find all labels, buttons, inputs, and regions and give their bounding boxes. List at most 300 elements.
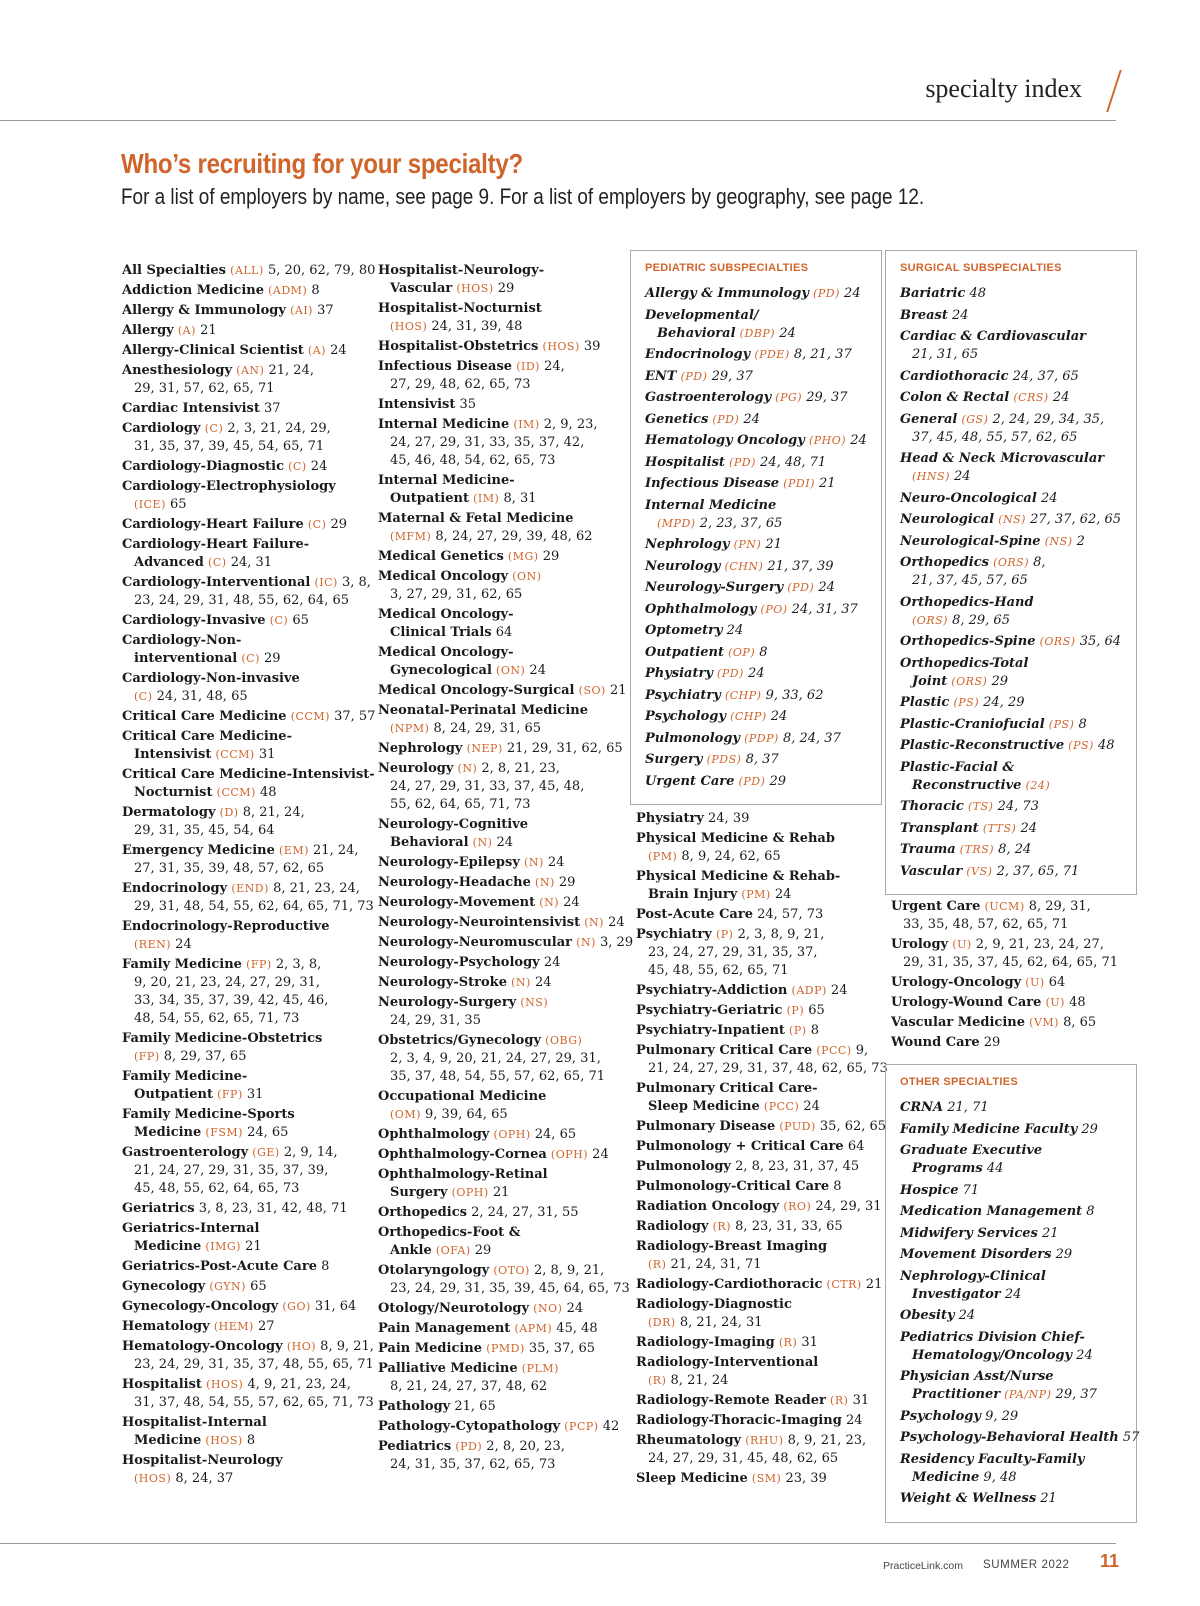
page-numbers: 8 bbox=[321, 1259, 330, 1274]
entry-continuation bbox=[378, 1050, 618, 1068]
specialty-name: Genetics bbox=[645, 411, 709, 427]
index-entry bbox=[378, 644, 618, 680]
index-entry bbox=[891, 974, 1118, 992]
entry-continuation bbox=[122, 784, 362, 802]
entry-continuation bbox=[378, 1068, 618, 1086]
index-entry bbox=[122, 516, 362, 534]
page-numbers: 21 bbox=[492, 1185, 510, 1200]
index-column-1 bbox=[122, 262, 376, 1490]
page-numbers: 2, 24, 29, 34, 35, bbox=[992, 411, 1105, 427]
specialty-name: Psychiatry-Inpatient bbox=[636, 1023, 785, 1038]
specialty-name: Outpatient bbox=[645, 644, 724, 660]
page-numbers: 3, 8, bbox=[341, 575, 371, 590]
specialty-abbreviation: (R) bbox=[830, 1394, 849, 1407]
index-entry bbox=[122, 282, 362, 300]
page-numbers: 2, 3, 8, 9, 21, bbox=[737, 927, 825, 942]
specialty-abbreviation: (PM) bbox=[741, 888, 771, 901]
index-entry bbox=[891, 936, 1118, 972]
specialty-abbreviation: (PDE) bbox=[754, 348, 790, 361]
page-numbers: 21, 24, bbox=[313, 843, 359, 858]
page-numbers: 29 bbox=[991, 673, 1008, 689]
index-entry bbox=[636, 1158, 888, 1176]
specialty-name: Family Medicine-Sports bbox=[122, 1107, 295, 1122]
index-entry bbox=[378, 548, 618, 566]
index-entry bbox=[645, 411, 869, 429]
index-entry bbox=[378, 396, 618, 414]
page-numbers: 24 bbox=[1004, 1286, 1022, 1302]
index-entry bbox=[122, 400, 362, 418]
specialty-name: Neonatal-Perinatal Medicine bbox=[378, 703, 588, 718]
specialty-abbreviation: (UCM) bbox=[984, 900, 1025, 913]
index-entry bbox=[378, 1146, 618, 1164]
page-numbers: 39 bbox=[583, 339, 601, 354]
specialty-abbreviation: (ON) bbox=[512, 570, 542, 583]
entry-continuation bbox=[900, 1347, 1124, 1365]
specialty-abbreviation: (PO) bbox=[760, 602, 788, 616]
page-numbers: 27, 29, 48, 62, 65, 73 bbox=[390, 377, 531, 392]
specialty-name: Pediatrics Division Chief- bbox=[900, 1329, 1085, 1345]
page-numbers: 2, 23, 37, 65 bbox=[699, 515, 783, 531]
specialty-name: Allergy & Immunology bbox=[645, 286, 809, 301]
specialty-abbreviation: (PDS) bbox=[706, 753, 742, 766]
page-numbers: 37, 45, 48, 55, 57, 62, 65 bbox=[912, 429, 1078, 445]
page-numbers: 24, 39 bbox=[708, 811, 750, 826]
specialty-name: Psychology-Behavioral Health bbox=[900, 1430, 1119, 1445]
specialty-abbreviation: (APM) bbox=[514, 1322, 553, 1335]
specialty-abbreviation: (PA/NP) bbox=[1004, 1388, 1052, 1401]
page-numbers: 24 bbox=[534, 975, 552, 990]
specialty-abbreviation: (N) bbox=[511, 976, 531, 989]
index-entry bbox=[122, 670, 362, 706]
page-numbers: 24 bbox=[844, 286, 861, 301]
specialty-name: Ophthalmology bbox=[378, 1127, 490, 1142]
entry-continuation bbox=[122, 860, 362, 878]
specialty-name: Pediatrics bbox=[378, 1439, 452, 1454]
index-entry bbox=[636, 1022, 888, 1040]
index-entry bbox=[378, 472, 618, 508]
specialty-name: Radiology-Diagnostic bbox=[636, 1297, 792, 1312]
specialty-abbreviation: (C) bbox=[241, 652, 260, 665]
page-numbers: 48 bbox=[969, 286, 987, 301]
specialty-abbreviation: (NPM) bbox=[390, 722, 430, 735]
specialty-abbreviation: (ICE) bbox=[134, 498, 166, 511]
entry-continuation bbox=[378, 318, 618, 336]
box-title: OTHER SPECIALTIES bbox=[900, 1076, 1018, 1088]
index-entry bbox=[122, 766, 375, 802]
specialty-name: Addiction Medicine bbox=[122, 283, 264, 298]
entry-continuation bbox=[122, 1432, 362, 1450]
page-numbers: 8, 29, 31, bbox=[1028, 899, 1091, 914]
index-entry bbox=[900, 328, 1124, 364]
index-entry bbox=[378, 1088, 618, 1124]
footer-rule bbox=[0, 1543, 1116, 1544]
page-numbers: 24, 31, 48, 65 bbox=[156, 689, 248, 704]
entry-continuation bbox=[900, 1160, 1124, 1178]
specialty-name: Cardiology-Invasive bbox=[122, 613, 266, 628]
index-entry bbox=[122, 302, 362, 320]
page-numbers: 3, 29 bbox=[600, 935, 634, 950]
specialty-name: Pulmonary Critical Care- bbox=[636, 1081, 818, 1096]
specialty-name: Surgery bbox=[645, 752, 703, 767]
page-numbers: 29, 31, 35, 37, 45, 62, 64, 65, 71 bbox=[903, 955, 1118, 970]
page-numbers: 29 bbox=[497, 281, 515, 296]
index-entry bbox=[122, 536, 362, 572]
page-numbers: 35, 64 bbox=[1079, 634, 1122, 649]
specialty-name: Family Medicine bbox=[122, 957, 242, 972]
specialty-name-cont: Gynecological bbox=[390, 663, 492, 678]
specialty-abbreviation: (P) bbox=[789, 1024, 807, 1037]
specialty-name-cont: Behavioral bbox=[657, 325, 736, 341]
specialty-name-cont: Advanced bbox=[134, 555, 204, 570]
index-entry bbox=[378, 1398, 618, 1416]
specialty-name: Radiology-Thoracic-Imaging bbox=[636, 1413, 842, 1428]
index-entry bbox=[636, 1296, 888, 1332]
page-numbers: 2, 3, 21, 24, 29, bbox=[227, 421, 331, 436]
specialty-name: Radiation Oncology bbox=[636, 1199, 780, 1214]
specialty-abbreviation: (CHP) bbox=[724, 688, 762, 702]
entry-continuation bbox=[378, 434, 618, 452]
index-entry bbox=[378, 416, 618, 470]
specialty-name: Weight & Wellness bbox=[900, 1491, 1037, 1506]
specialty-name-cont: Programs bbox=[912, 1161, 983, 1176]
page-numbers: 8, 29, 37, 65 bbox=[163, 1049, 247, 1064]
entry-continuation bbox=[636, 1314, 888, 1332]
page-numbers: 21 bbox=[819, 476, 836, 491]
page-numbers: 8, 24, 37 bbox=[782, 730, 841, 746]
index-entry bbox=[900, 1408, 1124, 1426]
page-numbers: 35, 37, 65 bbox=[528, 1341, 596, 1356]
specialty-name: Pulmonology + Critical Care bbox=[636, 1139, 844, 1154]
index-entry bbox=[122, 262, 376, 280]
page-numbers: 45, 46, 48, 54, 62, 65, 73 bbox=[390, 453, 556, 468]
index-entry bbox=[645, 307, 869, 343]
index-entry bbox=[378, 1438, 618, 1474]
page-numbers: 29 bbox=[330, 517, 348, 532]
index-entry bbox=[645, 285, 869, 303]
index-entry bbox=[900, 798, 1124, 816]
index-entry bbox=[122, 1030, 362, 1066]
specialty-name: Psychology bbox=[645, 709, 726, 724]
specialty-name: Endocrinology-Reproductive bbox=[122, 919, 330, 934]
box-title: PEDIATRIC SUBSPECIALTIES bbox=[645, 262, 809, 274]
index-entry bbox=[900, 1225, 1124, 1243]
index-entry bbox=[900, 1307, 1124, 1325]
page-numbers: 8 bbox=[759, 644, 768, 660]
specialty-name: Cardiology-Interventional bbox=[122, 575, 311, 590]
specialty-abbreviation: (EM) bbox=[279, 844, 309, 857]
page-numbers: 21, 31, 65 bbox=[912, 347, 979, 362]
specialty-name: Hospitalist-Obstetrics bbox=[378, 339, 539, 354]
specialty-name: Critical Care Medicine- bbox=[122, 729, 292, 744]
specialty-abbreviation: (N) bbox=[472, 836, 493, 849]
specialty-abbreviation: (SO) bbox=[578, 684, 606, 697]
specialty-name: Plastic-Reconstructive bbox=[900, 738, 1065, 753]
entry-continuation bbox=[378, 1012, 618, 1030]
page-numbers: 2 bbox=[1076, 533, 1085, 549]
index-entry bbox=[636, 1412, 888, 1430]
index-entry bbox=[122, 842, 362, 878]
specialty-name: Obesity bbox=[900, 1308, 955, 1323]
page-numbers: 21 bbox=[865, 1277, 883, 1292]
specialty-abbreviation: (FP) bbox=[217, 1088, 243, 1101]
page-numbers: 2, 8, 20, 23, bbox=[486, 1439, 565, 1454]
page-numbers: 24 bbox=[1040, 490, 1058, 506]
index-entry bbox=[378, 1340, 618, 1358]
specialty-name: Midwifery Services bbox=[900, 1225, 1038, 1241]
entry-continuation bbox=[636, 1256, 888, 1274]
page-numbers: 21 bbox=[609, 683, 627, 698]
index-entry bbox=[378, 1032, 618, 1086]
index-entry bbox=[378, 1224, 618, 1260]
specialty-abbreviation: (D) bbox=[219, 806, 239, 819]
page-numbers: 24 bbox=[563, 895, 580, 910]
index-entry bbox=[900, 1368, 1124, 1404]
index-entry bbox=[378, 854, 618, 872]
specialty-abbreviation: (NS) bbox=[998, 513, 1026, 526]
page-numbers: 9, 39, 64, 65 bbox=[425, 1107, 508, 1122]
page-numbers: 24 bbox=[529, 663, 546, 678]
page-numbers: 2, 8, 9, 21, bbox=[533, 1263, 605, 1278]
page-numbers: 21 bbox=[1040, 1491, 1057, 1506]
page-numbers: 8, 9, 24, 62, 65 bbox=[681, 849, 781, 864]
index-entry bbox=[122, 1298, 362, 1316]
entry-continuation bbox=[378, 490, 618, 508]
index-entry bbox=[636, 868, 888, 904]
page-numbers: 24, 31, 37 bbox=[791, 601, 858, 617]
specialty-abbreviation: (AN) bbox=[236, 364, 265, 377]
page-numbers: 2, 3, 4, 9, 20, 21, 24, 27, 29, 31, bbox=[390, 1051, 601, 1066]
page-numbers: 5, 20, 62, 79, 80 bbox=[267, 263, 376, 278]
page-numbers: 29 bbox=[558, 875, 576, 890]
index-entry bbox=[636, 1080, 888, 1116]
specialty-name: Psychiatry-Geriatric bbox=[636, 1003, 783, 1018]
specialty-abbreviation: (PS) bbox=[1048, 717, 1075, 731]
page-numbers: 24 bbox=[1052, 390, 1070, 405]
specialty-abbreviation: (C) bbox=[288, 460, 307, 473]
page-numbers: 8 bbox=[1078, 716, 1087, 732]
page-numbers: 65 bbox=[808, 1003, 825, 1018]
index-entry bbox=[900, 285, 1124, 303]
index-entry bbox=[900, 554, 1124, 590]
specialty-abbreviation: (C) bbox=[307, 518, 327, 531]
page-numbers: 45, 48, 55, 62, 65, 71 bbox=[648, 963, 789, 978]
specialty-name: Hematology-Oncology bbox=[122, 1339, 283, 1354]
page-numbers: 24, 31 bbox=[230, 555, 273, 570]
page-numbers: 65 bbox=[250, 1279, 267, 1294]
specialty-abbreviation: (R) bbox=[712, 1220, 732, 1233]
specialty-name: Neurology bbox=[378, 761, 454, 776]
index-entry bbox=[122, 322, 362, 340]
page-numbers: 9, 48 bbox=[983, 1469, 1017, 1485]
specialty-abbreviation: (PDP) bbox=[744, 731, 779, 745]
specialty-name: Vascular bbox=[900, 863, 963, 879]
index-entry bbox=[378, 1320, 618, 1338]
index-entry bbox=[645, 475, 869, 493]
specialty-abbreviation: (PCC) bbox=[816, 1044, 852, 1057]
specialty-name: Neurology-Surgery bbox=[378, 995, 517, 1010]
specialty-name: Cardiac Intensivist bbox=[122, 401, 260, 416]
page-numbers: 21, 24, 27, 29, 31, 37, 48, 62, 65, 73 bbox=[648, 1061, 888, 1076]
page-numbers: 29 bbox=[983, 1035, 1001, 1050]
box-items bbox=[900, 1099, 1140, 1508]
index-entry bbox=[636, 906, 888, 924]
index-entry bbox=[378, 1126, 618, 1144]
specialty-name: Psychiatry bbox=[645, 687, 721, 703]
page-numbers: 24, 27, 29, 31, 33, 37, 45, 48, bbox=[390, 779, 585, 794]
index-entry bbox=[645, 536, 869, 554]
page-numbers: 8 bbox=[810, 1023, 819, 1038]
index-entry bbox=[900, 1182, 1124, 1200]
specialty-abbreviation: (OFA) bbox=[435, 1244, 471, 1257]
page-numbers: 8, 21, 37 bbox=[793, 347, 852, 362]
specialty-name-cont: Behavioral bbox=[390, 835, 469, 850]
page-numbers: 21 bbox=[200, 323, 217, 338]
index-entry bbox=[900, 368, 1124, 386]
page-numbers: 8, 29, 65 bbox=[952, 612, 1010, 628]
entry-continuation bbox=[122, 1162, 362, 1180]
index-entry bbox=[122, 362, 362, 398]
index-entry bbox=[122, 880, 374, 916]
specialty-name: Neurology-Cognitive bbox=[378, 817, 529, 832]
index-entry bbox=[900, 389, 1124, 407]
index-entry bbox=[378, 954, 618, 972]
specialty-abbreviation: (OTO) bbox=[493, 1264, 530, 1277]
specialty-name: Pulmonology-Critical Care bbox=[636, 1179, 830, 1194]
index-entry bbox=[122, 1318, 362, 1336]
index-entry bbox=[378, 914, 625, 932]
page-numbers: 65 bbox=[292, 613, 309, 628]
specialty-abbreviation: (OM) bbox=[390, 1108, 421, 1121]
specialty-name-cont: Medicine bbox=[912, 1469, 980, 1485]
page-numbers: 2, 8, 23, 31, 37, 45 bbox=[735, 1159, 860, 1174]
entry-continuation bbox=[122, 974, 362, 992]
entry-continuation bbox=[645, 325, 869, 343]
specialty-abbreviation: (NS) bbox=[520, 996, 549, 1009]
specialty-name-cont: Investigator bbox=[912, 1286, 1001, 1302]
page-numbers: 24 bbox=[774, 887, 792, 902]
page-numbers: 3, 27, 29, 31, 62, 65 bbox=[390, 587, 523, 602]
specialty-name: Medical Genetics bbox=[378, 549, 504, 564]
page-numbers: 9, 33, 62 bbox=[765, 687, 824, 703]
specialty-name: Ophthalmology bbox=[645, 601, 757, 617]
specialty-abbreviation: (ADM) bbox=[268, 284, 308, 297]
specialty-abbreviation: (PN) bbox=[733, 538, 762, 551]
page-numbers: 23, 24, 29, 31, 48, 55, 62, 64, 65 bbox=[134, 593, 349, 608]
index-column-3 bbox=[636, 810, 888, 1490]
entry-continuation bbox=[891, 916, 1118, 934]
index-entry bbox=[122, 1376, 374, 1412]
index-entry bbox=[900, 1329, 1124, 1365]
page-numbers: 8 bbox=[1086, 1204, 1095, 1219]
page-numbers: 44 bbox=[986, 1161, 1004, 1176]
index-entry bbox=[636, 1118, 888, 1136]
entry-continuation bbox=[891, 954, 1118, 972]
entry-continuation bbox=[378, 720, 618, 738]
specialty-name: Pain Medicine bbox=[378, 1341, 483, 1356]
specialty-name-cont: Surgery bbox=[390, 1185, 448, 1200]
entry-continuation bbox=[378, 796, 618, 814]
index-entry bbox=[900, 450, 1124, 486]
specialty-name-cont: Outpatient bbox=[390, 491, 469, 506]
page-numbers: 24, 73 bbox=[997, 799, 1039, 814]
specialty-name-cont: Practitioner bbox=[912, 1387, 1001, 1402]
specialty-name: Anesthesiology bbox=[122, 363, 233, 378]
specialty-name: Urgent Care bbox=[891, 899, 981, 914]
page-numbers: 45, 48, 55, 62, 64, 65, 73 bbox=[134, 1181, 300, 1196]
index-entry bbox=[378, 994, 618, 1030]
entry-continuation bbox=[378, 662, 618, 680]
specialty-name: CRNA bbox=[900, 1100, 944, 1115]
page-numbers: 24 bbox=[743, 411, 760, 427]
specialty-name: Sleep Medicine bbox=[636, 1471, 748, 1486]
index-entry bbox=[636, 1002, 888, 1020]
entry-continuation bbox=[122, 688, 362, 706]
index-entry bbox=[900, 633, 1124, 651]
specialty-name: Hospitalist-Nocturnist bbox=[378, 301, 542, 316]
page-numbers: 24 bbox=[726, 623, 744, 638]
page-numbers: 21, 24, 31, 71 bbox=[670, 1257, 762, 1272]
specialty-abbreviation: (PLM) bbox=[521, 1362, 559, 1375]
specialty-name: Neurology-Epilepsy bbox=[378, 855, 520, 870]
specialty-name: Medical Oncology bbox=[378, 569, 509, 584]
box-items bbox=[900, 285, 1124, 881]
page-numbers: 21, 24, bbox=[268, 363, 314, 378]
specialty-name-cont: Brain Injury bbox=[648, 887, 738, 902]
index-entry bbox=[645, 497, 869, 533]
page-numbers: 21 bbox=[765, 537, 782, 552]
specialty-name-cont: Vascular bbox=[390, 281, 453, 296]
page-numbers: 45, 48 bbox=[556, 1321, 598, 1336]
specialty-name: Pulmonary Critical Care bbox=[636, 1043, 813, 1058]
specialty-abbreviation: (PS) bbox=[953, 696, 979, 709]
specialty-name: Orthopedics bbox=[900, 555, 989, 570]
specialty-abbreviation: (C) bbox=[134, 690, 153, 703]
page-numbers: 24 bbox=[747, 666, 765, 681]
specialty-name: Emergency Medicine bbox=[122, 843, 275, 858]
entry-continuation bbox=[900, 777, 1124, 795]
specialty-abbreviation: (HEM) bbox=[213, 1320, 254, 1333]
page-numbers: 8 bbox=[246, 1433, 256, 1448]
index-column-2 bbox=[378, 262, 634, 1476]
section-title: specialty index bbox=[925, 74, 1082, 103]
index-entry bbox=[378, 510, 618, 546]
specialty-abbreviation: (N) bbox=[576, 936, 596, 949]
specialty-abbreviation: (PD) bbox=[787, 581, 815, 594]
entry-continuation bbox=[122, 1238, 362, 1256]
specialty-abbreviation: (MFM) bbox=[390, 530, 432, 543]
specialty-name: Developmental/ bbox=[645, 307, 759, 323]
page-numbers: 33, 35, 48, 57, 62, 65, 71 bbox=[903, 917, 1069, 932]
specialty-name: Cardiology-Electrophysiology bbox=[122, 479, 336, 494]
page-numbers: 9, bbox=[855, 1043, 869, 1058]
index-entry bbox=[122, 1220, 362, 1256]
specialty-abbreviation: (VS) bbox=[966, 864, 993, 878]
index-entry bbox=[645, 454, 869, 472]
specialty-abbreviation: (TRS) bbox=[959, 843, 995, 856]
index-entry bbox=[900, 1246, 1124, 1264]
specialty-abbreviation: (PHO) bbox=[808, 434, 847, 447]
page-numbers: 64 bbox=[495, 625, 513, 640]
page-numbers: 29, 31, 35, 45, 54, 64 bbox=[134, 823, 275, 838]
specialty-abbreviation: (HOS) bbox=[456, 282, 494, 295]
index-entry bbox=[891, 1014, 1118, 1032]
specialty-abbreviation: (ORS) bbox=[951, 674, 988, 688]
index-entry bbox=[378, 894, 618, 912]
specialty-abbreviation: (R) bbox=[648, 1374, 667, 1387]
specialty-name: Otology/Neurotology bbox=[378, 1301, 530, 1316]
specialty-abbreviation: (IMG) bbox=[205, 1240, 241, 1253]
page-numbers: 3, 8, 23, 31, 42, 48, 71 bbox=[198, 1201, 348, 1216]
